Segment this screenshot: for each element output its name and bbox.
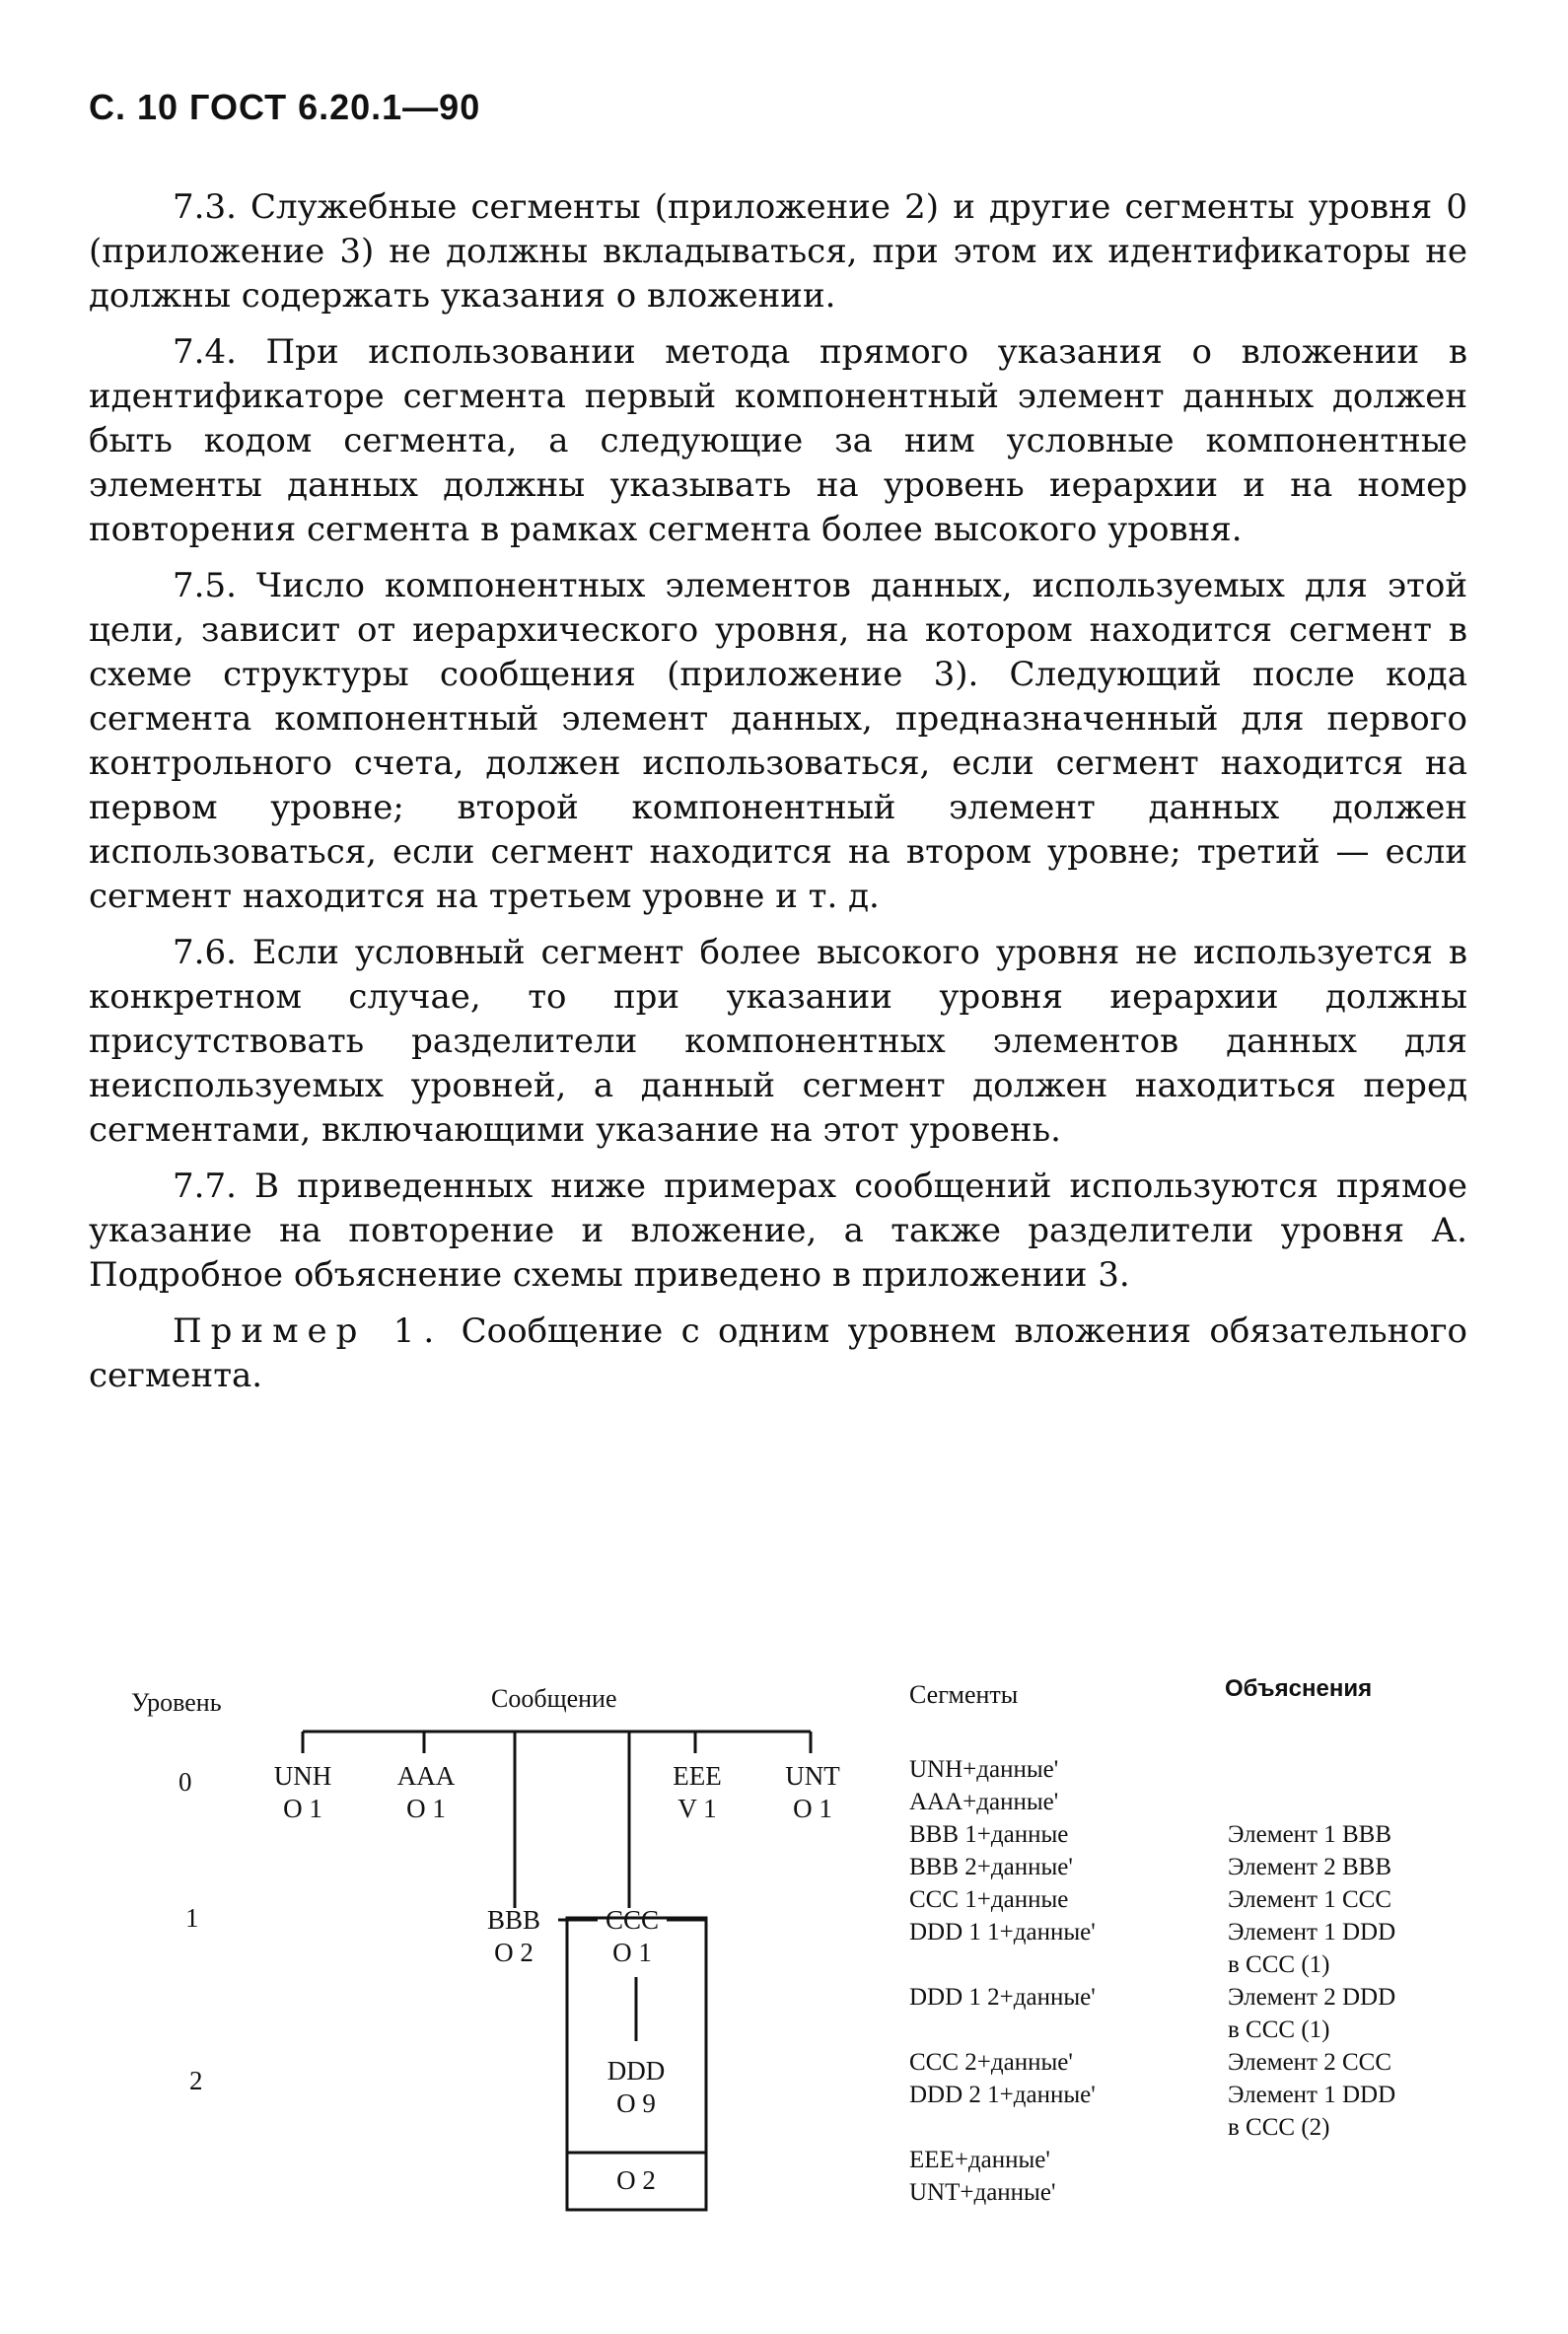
level-0: 0 bbox=[178, 1767, 192, 1797]
explanation-line: Элемент 1 DDD bbox=[1228, 2082, 1396, 2108]
explanation-line: Элемент 2 BBB bbox=[1228, 1854, 1391, 1880]
paragraph-7-4: 7.4. При использовании метода прямого указания о вложении в идентификаторе сегмента первый компонентный элемент данных должен быть кодом сегмента, а следующие за ним условные компонентные элементы данных должны указывать на уровень иерархии и на номер повторения сегмента в рамках сегмента более высокого уровня. bbox=[89, 332, 1467, 549]
node-unh-rep: О 1 bbox=[283, 1794, 322, 1823]
segment-line: DDD 1 1+данные' bbox=[909, 1919, 1096, 1945]
node-ddd-code: DDD bbox=[606, 2056, 666, 2086]
header-segments: Сегменты bbox=[909, 1680, 1019, 1709]
segment-line: BBB 2+данные' bbox=[909, 1854, 1073, 1880]
segment-line: DDD 1 2+данные' bbox=[909, 1984, 1096, 2011]
explanation-line: Элемент 2 CCC bbox=[1228, 2049, 1391, 2076]
segment-line: UNT+данные' bbox=[909, 2179, 1056, 2206]
node-unh-code: UNH bbox=[273, 1761, 332, 1791]
node-bbb-code: BBB bbox=[486, 1905, 541, 1935]
example-1 bbox=[89, 1309, 1467, 1398]
level-1: 1 bbox=[185, 1903, 199, 1933]
explanation-line: Элемент 1 BBB bbox=[1228, 1821, 1391, 1848]
page-header: С. 10 ГОСТ 6.20.1—90 bbox=[89, 87, 481, 127]
segment-line: CCC 2+данные' bbox=[909, 2049, 1073, 2076]
level-2: 2 bbox=[189, 2066, 203, 2095]
explanation-line: в CCC (1) bbox=[1228, 2016, 1330, 2043]
example-text: Сообщение с одним уровнем вложения обязательного сегмента. bbox=[89, 1311, 1468, 1395]
message-structure-diagram bbox=[0, 1617, 1568, 2228]
explanation-line: Элемент 2 DDD bbox=[1228, 1984, 1396, 2011]
body-text bbox=[89, 185, 1467, 1410]
paragraph-7-6: 7.6. Если условный сегмент более высокого уровня не используется в конкретном случае, то при указании уровня иерархии должны присутствовать разделители компонентных элементов данных для неиспользуемых уровней, а данный сегмент должен находиться перед сегментами, включающими указание на этот уровень. bbox=[89, 933, 1467, 1150]
node-unt-rep: О 1 bbox=[793, 1794, 832, 1823]
explanation-line: Элемент 1 DDD bbox=[1228, 1919, 1396, 1945]
node-ccc-code: CCC bbox=[605, 1905, 660, 1935]
node-aaa-rep: О 1 bbox=[406, 1794, 446, 1823]
explanation-line: в CCC (1) bbox=[1228, 1951, 1330, 1978]
node-ccc-rep: О 1 bbox=[612, 1938, 652, 1967]
paragraph-7-7: 7.7. В приведенных ниже примерах сообщений используются прямое указание на повторение и вложение, а также разделители уровня А. Подробное объяснение схемы приведено в приложении 3. bbox=[89, 1167, 1467, 1295]
group-rep: О 2 bbox=[616, 2165, 656, 2195]
segment-line: AAA+данные' bbox=[909, 1789, 1059, 1815]
segment-line: DDD 2 1+данные' bbox=[909, 2082, 1096, 2108]
node-bbb-rep: О 2 bbox=[494, 1938, 534, 1967]
node-aaa-code: AAA bbox=[396, 1761, 456, 1791]
header-message: Сообщение bbox=[491, 1684, 617, 1713]
explanation-line: Элемент 1 CCC bbox=[1228, 1886, 1391, 1913]
node-eee-rep: V 1 bbox=[677, 1794, 717, 1823]
header-explanations: Объяснения bbox=[1225, 1675, 1373, 1702]
explanation-line: в CCC (2) bbox=[1228, 2114, 1330, 2141]
segment-line: EEE+данные' bbox=[909, 2147, 1050, 2173]
paragraph-7-5: 7.5. Число компонентных элементов данных, используемых для этой цели, зависит от иерархического уровня, на котором находится сегмент в схеме структуры сообщения (приложение 3). Следующий после кода сегмента компонентный элемент данных, предназначенный для первого контрольного счета, должен использоваться, если сегмент находится на первом уровне; второй компонентный элемент данных должен использоваться, если сегмент находится на втором уровне; третий — если сегмент находится на третьем уровне и т. д. bbox=[89, 566, 1467, 916]
paragraph-7-3: 7.3. Служебные сегменты (приложение 2) и другие сегменты уровня 0 (приложение 3) не должны вкладываться, при этом их идентификаторы не должны содержать указания о вложении. bbox=[89, 187, 1467, 316]
node-eee-code: EEE bbox=[673, 1761, 722, 1791]
node-unt-code: UNT bbox=[785, 1761, 840, 1791]
segment-line: BBB 1+данные bbox=[909, 1821, 1069, 1848]
segment-line: UNH+данные' bbox=[909, 1756, 1059, 1783]
example-label: Пример 1. bbox=[173, 1311, 444, 1351]
segment-line: CCC 1+данные bbox=[909, 1886, 1069, 1913]
node-ddd-rep: О 9 bbox=[616, 2088, 656, 2118]
header-level: Уровень bbox=[131, 1688, 222, 1717]
